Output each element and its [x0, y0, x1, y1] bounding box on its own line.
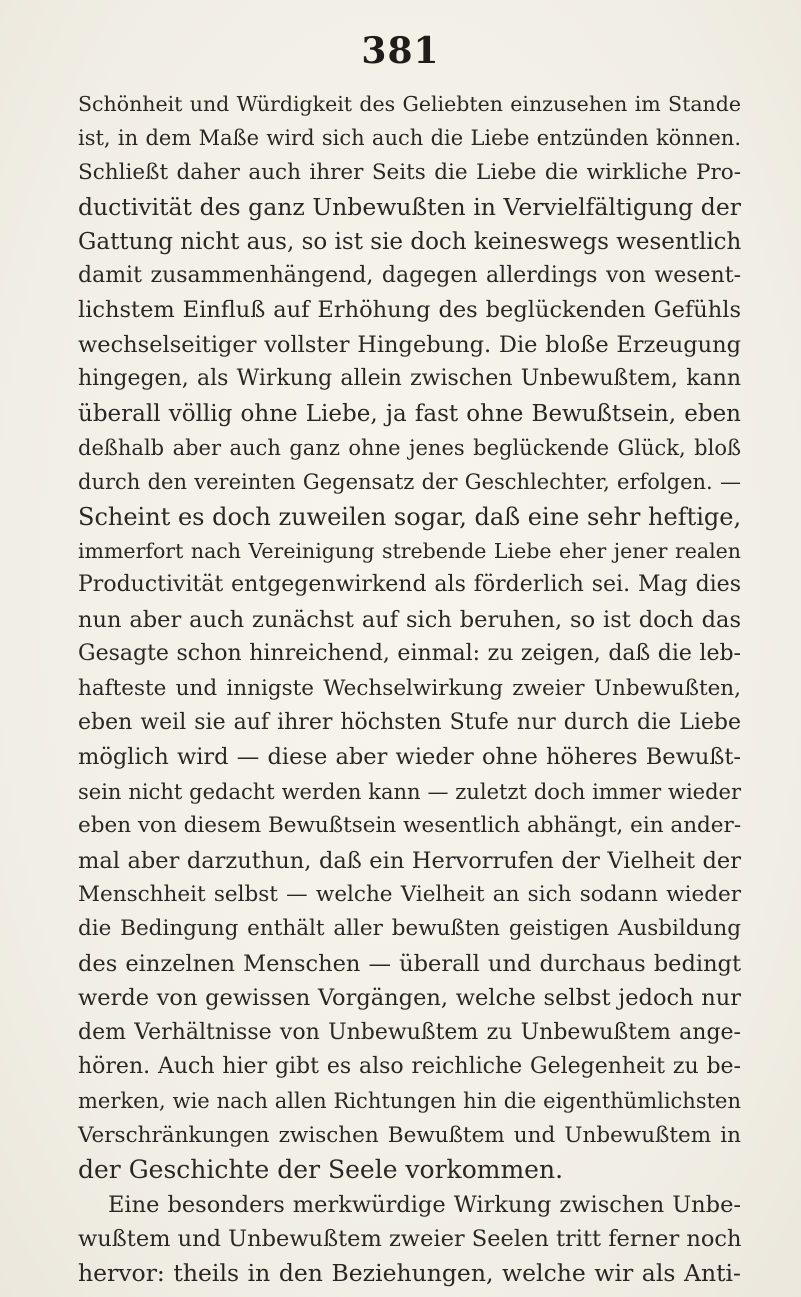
text-line: Gattung nicht aus, so ist sie doch keineswegs wesentlich	[78, 228, 742, 255]
text-line: eben von diesem Bewußtsein wesentlich abhängt, ein ander-	[78, 813, 742, 839]
text-line: hingegen, als Wirkung allein zwischen Unbewußtem, kann	[78, 366, 741, 392]
text-line: nun aber auch zunächst auf sich beruhen, so ist doch das	[78, 606, 741, 633]
text-line: Productivität entgegenwirkend als förderlich sei. Mag dies	[78, 572, 741, 598]
text-line: wechselseitiger vollster Hingebung. Die bloße Erzeugung	[78, 331, 741, 358]
page-number: 381	[361, 30, 440, 72]
text-line-paragraph-start: Eine besonders merkwürdige Wirkung zwischen Unbe-	[108, 1191, 741, 1218]
text-line: ductivität des ganz Unbewußten in Vervielfältigung der	[78, 193, 741, 222]
text-line: durch den vereinten Gegensatz der Geschlechter, erfolgen. —	[78, 470, 741, 495]
text-line: des einzelnen Menschen — überall und durchaus bedingt	[78, 950, 741, 977]
text-line: Scheint es doch zuweilen sogar, daß eine sehr heftige,	[78, 502, 742, 531]
body-text	[78, 87, 741, 1291]
text-line: immerfort nach Vereinigung strebende Liebe eher jener realen	[78, 539, 741, 564]
text-line: hören. Auch hier gibt es also reichliche Gelegenheit zu be-	[78, 1053, 741, 1079]
text-line-paragraph-end: der Geschichte der Seele vorkommen.	[78, 1155, 564, 1185]
text-line: Gesagte schon hinreichend, einmal: zu zeigen, daß die leb-	[78, 641, 741, 667]
text-line: hervor: theils in den Beziehungen, welche wir als Anti-	[78, 1259, 741, 1288]
text-line: Verschränkungen zwischen Bewußtem und Unbewußtem in	[78, 1122, 741, 1148]
text-line: eben weil sie auf ihrer höchsten Stufe nur durch die Liebe	[78, 710, 741, 736]
text-line: überall völlig ohne Liebe, ja fast ohne Bewußtsein, eben	[78, 400, 741, 427]
text-line: lichstem Einfluß auf Erhöhung des beglückenden Gefühls	[78, 297, 741, 324]
text-line: möglich wird — diese aber wieder ohne höheres Bewußt-	[78, 744, 741, 771]
text-line: merken, wie nach allen Richtungen hin die eigenthümlichsten	[78, 1089, 741, 1114]
text-line: Schließt daher auch ihrer Seits die Liebe die wirkliche Pro-	[78, 159, 741, 185]
text-line: wußtem und Unbewußtem zweier Seelen tritt ferner noch	[78, 1225, 742, 1252]
text-line: Schönheit und Würdigkeit des Geliebten einzusehen im Stande	[78, 92, 741, 116]
text-line: Menschheit selbst — welche Vielheit an sich sodann wieder	[78, 881, 741, 907]
text-line: werde von gewissen Vorgängen, welche selbst jedoch nur	[78, 985, 741, 1012]
text-line: mal aber darzuthun, daß ein Hervorrufen der Vielheit der	[78, 847, 741, 874]
text-line: sein nicht gedacht werden kann — zuletzt doch immer wieder	[78, 779, 741, 804]
text-line: die Bedingung enthält aller bewußten geistigen Ausbildung	[78, 916, 741, 942]
text-line: hafteste und innigste Wechselwirkung zweier Unbewußten,	[78, 675, 741, 701]
text-line: deßhalb aber auch ganz ohne jenes beglückende Glück, bloß	[78, 435, 741, 460]
text-line: dem Verhältnisse von Unbewußtem zu Unbewußtem ange-	[78, 1019, 741, 1045]
text-line: damit zusammenhängend, dagegen allerdings von wesent-	[78, 262, 741, 288]
text-line: ist, in dem Maße wird sich auch die Liebe entzünden können.	[78, 126, 741, 151]
